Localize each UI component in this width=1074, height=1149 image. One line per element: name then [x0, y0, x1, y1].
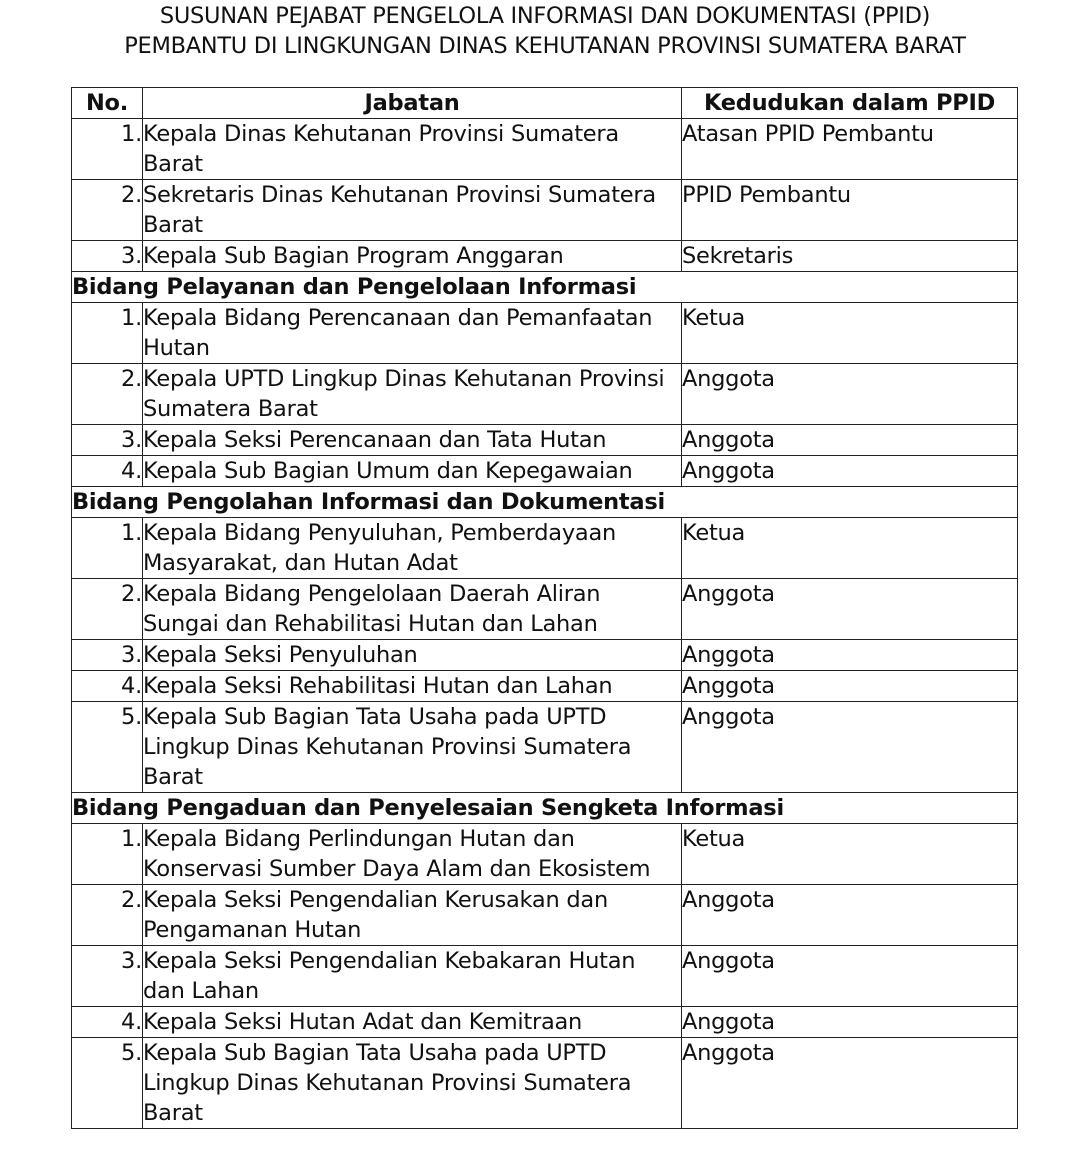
table-row: [72, 518, 1018, 579]
section-heading: Bidang Pengolahan Informasi dan Dokumentasi: [72, 487, 1018, 518]
table-row: [72, 1007, 1018, 1038]
section-row: [72, 272, 1018, 303]
row-number: 1.: [72, 119, 143, 180]
table-row: [72, 180, 1018, 241]
table-row: [72, 640, 1018, 671]
row-kedudukan: Atasan PPID Pembantu: [682, 119, 1018, 180]
row-jabatan: Sekretaris Dinas Kehutanan Provinsi Sumatera Barat: [143, 180, 682, 241]
header-kedudukan: Kedudukan dalam PPID: [682, 88, 1018, 119]
row-kedudukan: Anggota: [682, 946, 1018, 1007]
row-number: 4.: [72, 671, 143, 702]
table-row: [72, 425, 1018, 456]
table-row: [72, 364, 1018, 425]
row-jabatan: Kepala Bidang Perlindungan Hutan dan Konservasi Sumber Daya Alam dan Ekosistem: [143, 824, 682, 885]
row-kedudukan: PPID Pembantu: [682, 180, 1018, 241]
row-number: 4.: [72, 456, 143, 487]
row-kedudukan: Anggota: [682, 1007, 1018, 1038]
row-kedudukan: Anggota: [682, 579, 1018, 640]
table-row: [72, 824, 1018, 885]
table-row: [72, 702, 1018, 793]
row-jabatan: Kepala Bidang Perencanaan dan Pemanfaatan Hutan: [143, 303, 682, 364]
row-kedudukan: Anggota: [682, 364, 1018, 425]
table-row: [72, 671, 1018, 702]
section-row: [72, 793, 1018, 824]
row-number: 1.: [72, 303, 143, 364]
section-row: [72, 487, 1018, 518]
row-kedudukan: Sekretaris: [682, 241, 1018, 272]
row-jabatan: Kepala Seksi Rehabilitasi Hutan dan Lahan: [143, 671, 682, 702]
header-jabatan: Jabatan: [143, 88, 682, 119]
row-jabatan: Kepala Seksi Penyuluhan: [143, 640, 682, 671]
table-row: [72, 456, 1018, 487]
table-row: [72, 579, 1018, 640]
row-jabatan: Kepala Seksi Pengendalian Kebakaran Hutan dan Lahan: [143, 946, 682, 1007]
row-kedudukan: Anggota: [682, 671, 1018, 702]
row-number: 2.: [72, 579, 143, 640]
row-number: 5.: [72, 702, 143, 793]
row-kedudukan: Anggota: [682, 640, 1018, 671]
row-jabatan: Kepala Sub Bagian Program Anggaran: [143, 241, 682, 272]
row-jabatan: Kepala Dinas Kehutanan Provinsi Sumatera Barat: [143, 119, 682, 180]
row-jabatan: Kepala Sub Bagian Umum dan Kepegawaian: [143, 456, 682, 487]
section-heading: Bidang Pelayanan dan Pengelolaan Informasi: [72, 272, 1018, 303]
row-kedudukan: Anggota: [682, 702, 1018, 793]
row-number: 3.: [72, 640, 143, 671]
row-jabatan: Kepala Seksi Hutan Adat dan Kemitraan: [143, 1007, 682, 1038]
table-row: [72, 946, 1018, 1007]
header-row: [72, 88, 1018, 119]
header-no: No.: [72, 88, 143, 119]
table-row: [72, 303, 1018, 364]
section-heading: Bidang Pengaduan dan Penyelesaian Sengketa Informasi: [72, 793, 1018, 824]
row-number: 2.: [72, 364, 143, 425]
row-kedudukan: Anggota: [682, 885, 1018, 946]
row-number: 3.: [72, 946, 143, 1007]
row-number: 2.: [72, 180, 143, 241]
row-kedudukan: Ketua: [682, 824, 1018, 885]
row-jabatan: Kepala Bidang Pengelolaan Daerah Aliran Sungai dan Rehabilitasi Hutan dan Lahan: [143, 579, 682, 640]
table-row: [72, 119, 1018, 180]
row-jabatan: Kepala UPTD Lingkup Dinas Kehutanan Provinsi Sumatera Barat: [143, 364, 682, 425]
title-line-1: SUSUNAN PEJABAT PENGELOLA INFORMASI DAN DOKUMENTASI (PPID): [159, 3, 931, 29]
title-line-2: PEMBANTU DI LINGKUNGAN DINAS KEHUTANAN PROVINSI SUMATERA BARAT: [124, 33, 966, 59]
row-jabatan: Kepala Seksi Perencanaan dan Tata Hutan: [143, 425, 682, 456]
row-number: 2.: [72, 885, 143, 946]
ppid-table: [71, 87, 1018, 1129]
row-jabatan: Kepala Seksi Pengendalian Kerusakan dan Pengamanan Hutan: [143, 885, 682, 946]
table-body: [72, 119, 1018, 1129]
row-number: 3.: [72, 241, 143, 272]
row-number: 1.: [72, 824, 143, 885]
row-number: 1.: [72, 518, 143, 579]
row-kedudukan: Anggota: [682, 425, 1018, 456]
table-row: [72, 885, 1018, 946]
row-kedudukan: Ketua: [682, 303, 1018, 364]
row-kedudukan: Anggota: [682, 456, 1018, 487]
document-title: [0, 1, 1074, 61]
row-jabatan: Kepala Sub Bagian Tata Usaha pada UPTD Lingkup Dinas Kehutanan Provinsi Sumatera Barat: [143, 1038, 682, 1129]
row-number: 3.: [72, 425, 143, 456]
row-number: 4.: [72, 1007, 143, 1038]
row-number: 5.: [72, 1038, 143, 1129]
table-header: [72, 88, 1018, 119]
table-row: [72, 241, 1018, 272]
table-row: [72, 1038, 1018, 1129]
row-jabatan: Kepala Bidang Penyuluhan, Pemberdayaan Masyarakat, dan Hutan Adat: [143, 518, 682, 579]
row-kedudukan: Anggota: [682, 1038, 1018, 1129]
row-jabatan: Kepala Sub Bagian Tata Usaha pada UPTD Lingkup Dinas Kehutanan Provinsi Sumatera Barat: [143, 702, 682, 793]
row-kedudukan: Ketua: [682, 518, 1018, 579]
